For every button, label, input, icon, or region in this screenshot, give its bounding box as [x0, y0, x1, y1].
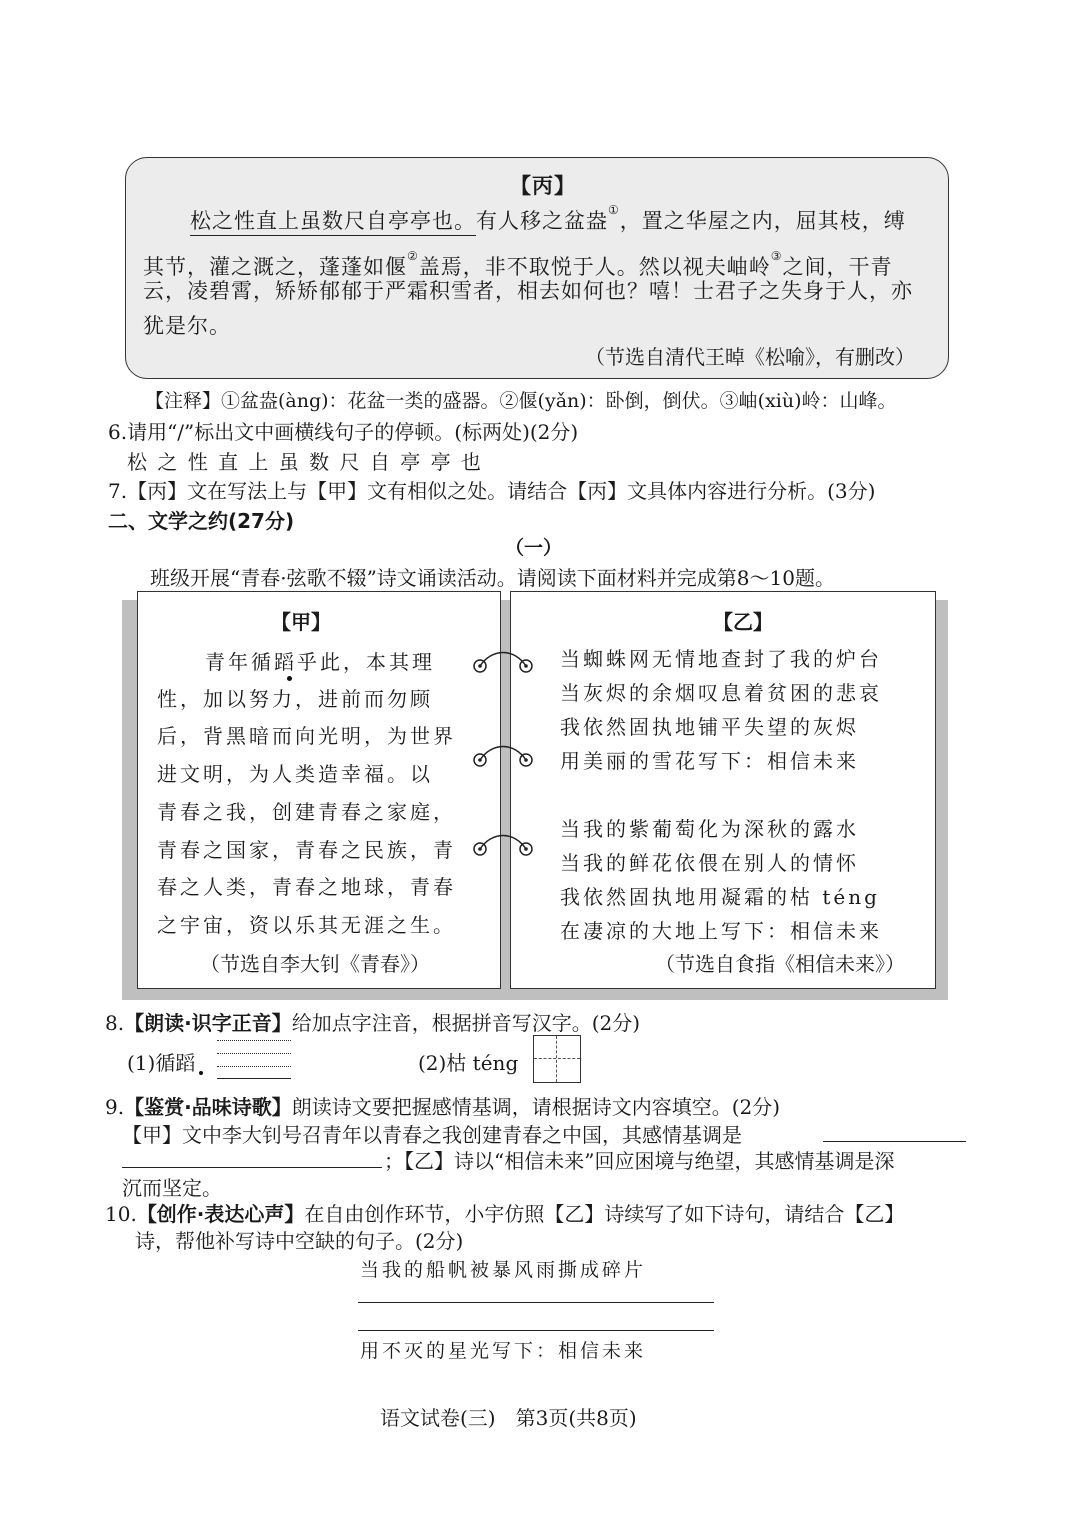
- yi-line-3: 我依然固执地铺平失望的灰烬: [560, 715, 859, 739]
- bing-source: （节选自清代王晫《松喻》，有删改）: [585, 345, 915, 369]
- binder-ring: [474, 747, 532, 767]
- binder-rings: [470, 650, 540, 870]
- question-9-line-3: ；【乙】诗以“相信未来”回应困境与绝望，其感情基调是深: [384, 1149, 895, 1173]
- jia-line-3: 后，背黑暗而向光明，为世界: [157, 724, 456, 748]
- bing-line-3: 云，凌碧霄，矫矫郁郁于严霜积雪者，相去如何也？嘻！士君子之失身于人，亦: [143, 279, 913, 303]
- poem-answer-blank[interactable]: [358, 1330, 714, 1331]
- question-6-sentence: 松 之 性 直 上 虽 数 尺 自 亭 亭 也: [127, 450, 483, 474]
- jia-line-7: 春之人类，青春之地球，青春: [157, 875, 456, 899]
- yi-title: 【乙】: [713, 610, 773, 634]
- answer-blank[interactable]: [122, 1167, 382, 1168]
- binder-ring: [474, 836, 532, 856]
- part-1-heading: （一）: [505, 537, 563, 559]
- yi-line-1: 当蜘蛛网无情地查封了我的炉台: [560, 647, 882, 671]
- emphasis-dot: [287, 676, 292, 681]
- yi-line-7: 我依然固执地用凝霜的枯 téng: [560, 885, 880, 909]
- jia-source: （节选自李大钊《青春》）: [200, 952, 430, 976]
- jia-line-5: 青春之我，创建青春之家庭，: [157, 800, 456, 824]
- poem-line-4: 用不灭的星光写下：相信未来: [360, 1340, 647, 1362]
- question-8: 8.【朗读·识字正音】给加点字注音，根据拼音写汉字。(2分): [105, 1011, 641, 1035]
- section-2-heading: 二、文学之约(27分): [108, 509, 295, 533]
- jia-line-2: 性，加以努力，进前而勿顾: [157, 687, 433, 711]
- jia-line-8: 之宇宙，资以乐其无涯之生。: [157, 913, 456, 937]
- question-10: 10.【创作·表达心声】在自由创作环节，小宇仿照【乙】诗续写了如下诗句，请结合【乙】: [105, 1202, 905, 1226]
- jia-line-6: 青春之国家，青春之民族，青: [157, 838, 456, 862]
- yi-line-2: 当灰烬的余烟叹息着贫困的悲哀: [560, 681, 882, 705]
- emphasis-dot: [199, 1071, 203, 1075]
- question-8-item-1: (1)循蹈: [127, 1051, 196, 1075]
- poem-line-1: 当我的船帆被暴风雨撕成碎片: [360, 1259, 647, 1281]
- bing-title: 【丙】: [510, 174, 576, 198]
- binder-ring: [474, 653, 532, 673]
- yi-line-6: 当我的鲜花依偎在别人的情怀: [560, 851, 859, 875]
- pinyin-answer-line[interactable]: [217, 1078, 291, 1079]
- pinyin-guide-line: [217, 1040, 291, 1041]
- question-9: 9.【鉴赏·品味诗歌】朗读诗文要把握感情基调，请根据诗文内容填空。(2分): [105, 1095, 781, 1119]
- answer-blank[interactable]: [823, 1141, 966, 1142]
- bing-line-4: 犹是尔。: [143, 314, 231, 338]
- jia-title: 【甲】: [271, 610, 331, 634]
- character-writing-box[interactable]: [533, 1035, 581, 1083]
- question-7: 7.【丙】文在写法上与【甲】文有相似之处。请结合【丙】文具体内容进行分析。(3分): [108, 479, 876, 503]
- question-8-item-2: (2)枯 téng: [418, 1051, 519, 1075]
- page-footer: 语文试卷(三) 第3页(共8页): [380, 1406, 637, 1430]
- jia-line-4: 进文明，为人类造幸福。以: [157, 762, 433, 786]
- yi-line-4: 用美丽的雪花写下：相信未来: [560, 749, 859, 773]
- bing-underlined-sentence: 松之性直上虽数尺自亭亭也。: [190, 209, 476, 236]
- question-9-line-2: 【甲】文中李大钊号召青年以青春之我创建青春之中国，其感情基调是: [122, 1123, 742, 1147]
- part-1-intro: 班级开展“青春·弦歌不辍”诗文诵读活动。请阅读下面材料并完成第8～10题。: [150, 566, 835, 590]
- pinyin-guide-line: [217, 1053, 291, 1054]
- question-6: 6.请用“/”标出文中画横线句子的停顿。(标两处)(2分): [108, 420, 579, 444]
- jia-line-1: 青年循蹈乎此，本其理: [205, 650, 435, 674]
- bing-line-2: 其节，灌之溉之，蓬蓬如偃②盖焉，非不取悦于人。然以视夫岫岭③之间，干青: [143, 249, 893, 279]
- question-10-line-2: 诗，帮他补写诗中空缺的句子。(2分): [135, 1229, 464, 1253]
- bing-line-1: 松之性直上虽数尺自亭亭也。有人移之盆盎①，置之华屋之内，屈其枝，缚: [190, 205, 906, 235]
- yi-line-8: 在凄凉的大地上写下：相信未来: [560, 919, 882, 943]
- pinyin-guide-line: [217, 1066, 291, 1067]
- yi-line-5: 当我的紫葡萄化为深秋的露水: [560, 817, 859, 841]
- bing-notes: 【注释】①盆盎(àng)：花盆一类的盛器。②偃(yǎn)：卧倒，倒伏。③岫(xiù)岭：山峰。: [145, 390, 897, 412]
- yi-source: （节选自食指《相信未来》）: [655, 952, 905, 976]
- question-9-line-4: 沉而坚定。: [122, 1176, 222, 1200]
- poem-answer-blank[interactable]: [358, 1302, 714, 1303]
